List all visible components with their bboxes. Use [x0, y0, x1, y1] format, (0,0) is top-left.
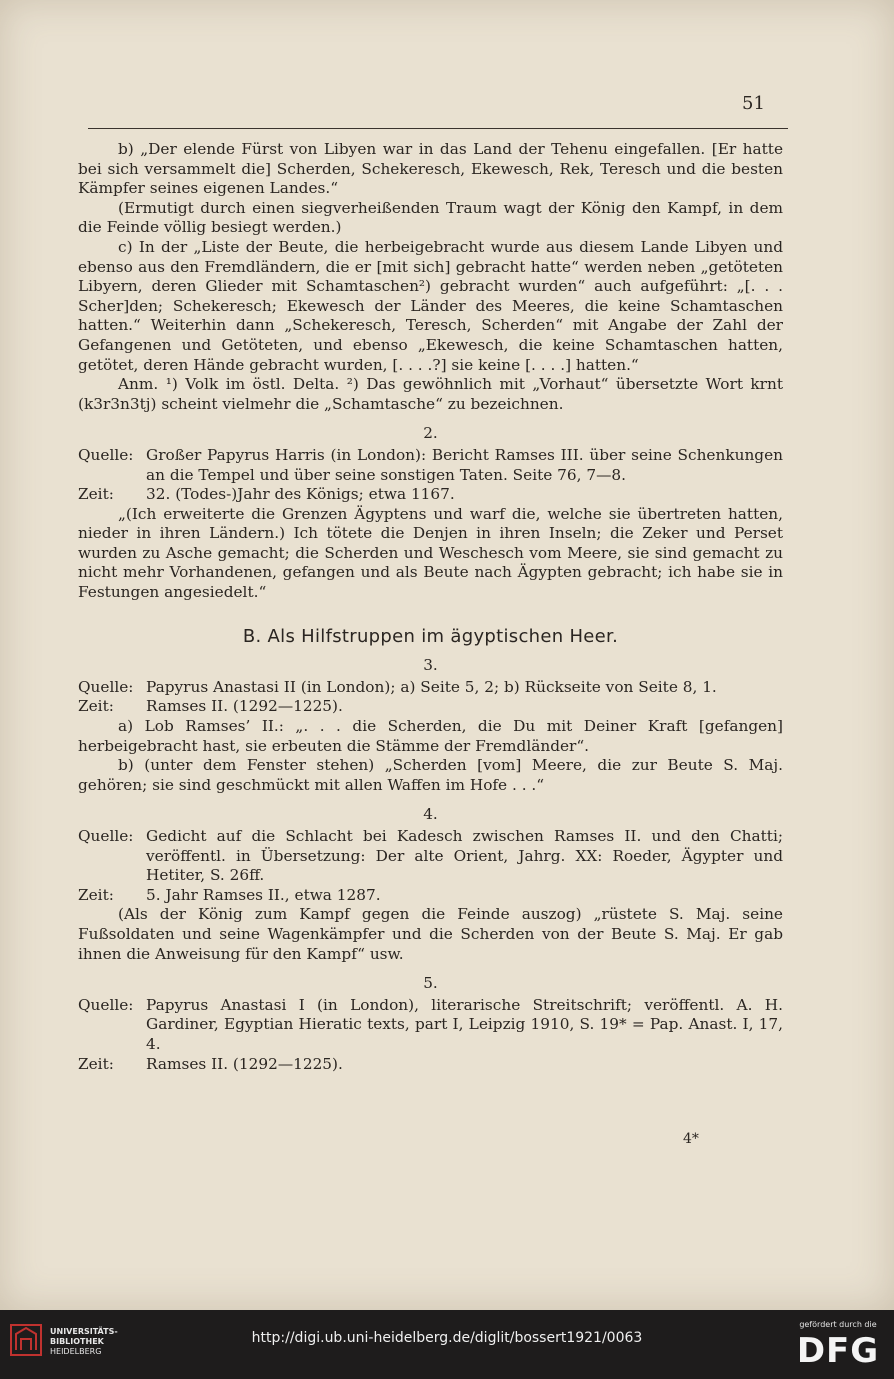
footnote-anm: Anm. ¹) Volk im östl. Delta. ²) Das gewöhnlich mit „Vorhaut“ übersetzte Wort krnt (k3r3n3tj) scheint vielmehr die „Schamtasche“ zu bezeichnen.: [78, 375, 783, 413]
page-number: 51: [742, 93, 765, 114]
source-value: Großer Papyrus Harris (in London): Bericht Ramses III. über seine Schenkungen an die Tempel und über seine sonstigen Taten. Seite 76, 7—8.: [146, 445, 783, 484]
header-rule: [88, 128, 788, 129]
library-name-line: UNIVERSITÄTS-: [50, 1327, 118, 1336]
section-number-5: 5.: [423, 974, 438, 993]
funder-block[interactable]: [790, 1320, 886, 1371]
time-label: Zeit:: [78, 697, 114, 716]
section-number-3: 3.: [423, 656, 438, 675]
funding-label: gefördert durch die: [799, 1320, 877, 1329]
section-heading-b: B. Als Hilfstruppen im ägyptischen Heer.: [242, 625, 619, 647]
source-row: [78, 678, 783, 698]
library-name-line: HEIDELBERG: [50, 1347, 102, 1356]
paragraph-ermutigt: (Ermutigt durch einen siegverheißenden Traum wagt der König den Kampf, in dem die Feinde völlig besiegt werden.): [78, 198, 783, 237]
source-row: [78, 446, 783, 485]
time-row: [78, 485, 783, 505]
source-value: Papyrus Anastasi I (in London), literarische Streitschrift; veröffentl. A. H. Gardiner, Egyptian Hieratic texts, part I, Leipzig 1910, S. 19* = Pap. Anast. I, 17, 4.: [146, 995, 783, 1053]
time-value: 32. (Todes-)Jahr des Königs; etwa 1167.: [146, 485, 455, 504]
section-4-text: (Als der König zum Kampf gegen die Feinde auszog) „rüstete S. Maj. seine Fußsoldaten und seine Wagenkämpfer und die Scherden von der Beute S. Maj. Er gab ihnen die Anweisung für den Kampf“ usw.: [78, 905, 783, 963]
time-value: Ramses II. (1292—1225).: [146, 1054, 343, 1073]
source-row: [78, 827, 783, 886]
source-row: [78, 996, 783, 1055]
time-row: [78, 697, 783, 717]
source-label: Quelle:: [78, 445, 134, 464]
source-label: Quelle:: [78, 827, 134, 845]
section-number-4: 4.: [423, 805, 438, 824]
time-value: 5. Jahr Ramses II., etwa 1287.: [146, 885, 381, 904]
section-3-text-a: a) Lob Ramses’ II.: „. . . die Scherden, die Du mit Deiner Kraft [gefangen] herbeigebracht hast, sie erbeuten die Stämme der Fremdländer“.: [78, 717, 783, 755]
source-label: Quelle:: [78, 995, 134, 1014]
paragraph-c: c) In der „Liste der Beute, die herbeigebracht wurde aus diesem Lande Libyen und ebenso aus den Fremdländern, die er [mit sich] gebracht hatte“ werden neben „getöteten Libyern, deren Glieder mit Schamtaschen²) gebracht wurden“ auch aufgeführt: „[. . . Scher]den; Schekeresch; Ekewesch der Länder des Meeres, die keine Schamtaschen hatten.“ Weiterhin dann „Schekeresch, Teresch, Scherden“ mit Angabe der Zahl der Gefangenen und Getöteten, und ebenso „Ekewesch, die keine Schamtaschen hatten, getötet, deren Hände gebracht wurden, [. . . .?] sie keine [. . . .] hatten.“: [78, 237, 783, 374]
dfg-logo-icon: DFG: [796, 1331, 880, 1371]
time-row: [78, 1055, 783, 1075]
time-label: Zeit:: [78, 485, 114, 504]
page-body: [78, 140, 783, 1074]
source-value: Papyrus Anastasi II (in London); a) Seite 5, 2; b) Rückseite von Seite 8, 1.: [146, 677, 717, 696]
paragraph-b: b) „Der elende Fürst von Libyen war in das Land der Tehenu eingefallen. [Er hatte bei sich versammelt die] Scherden, Schekeresch, Ekewesch, Rek, Teresch und die besten Kämpfer seines eigenen Landes.“: [78, 140, 783, 198]
time-row: [78, 886, 783, 906]
time-label: Zeit:: [78, 1054, 114, 1073]
signature-mark: 4*: [683, 1131, 699, 1147]
time-value: Ramses II. (1292—1225).: [146, 697, 343, 716]
source-value: Gedicht auf die Schlacht bei Kadesch zwischen Ramses II. und den Chatti; veröffentl. in Übersetzung: Der alte Orient, Jahrg. XX: Roeder, Ägypter und Hetiter, S. 26ff.: [146, 827, 783, 885]
section-number-2: 2.: [423, 424, 438, 443]
time-label: Zeit:: [78, 885, 114, 904]
permalink-url[interactable]: http://digi.ub.uni-heidelberg.de/diglit/bossert1921/0063: [251, 1330, 643, 1346]
source-label: Quelle:: [78, 677, 134, 696]
section-3-text-b: b) (unter dem Fenster stehen) „Scherden [vom] Meere, die zur Beute S. Maj. gehören; sie sind geschmückt mit allen Waffen im Hofe . . .“: [78, 756, 783, 794]
section-2-text: „(Ich erweiterte die Grenzen Ägyptens und warf die, welche sie übertreten hatten, nieder in ihren Ländern.) Ich tötete die Denjen in ihren Inseln; die Zeker und Perset wurden zu Asche gemacht; die Scherden und Weschesch vom Meere, sie sind gemacht zu nicht mehr Vorhandenen, gefangen und als Beute nach Ägypten gebracht; ich habe sie in Festungen angesiedelt.“: [78, 504, 783, 602]
library-name-line: BIBLIOTHEK: [50, 1337, 104, 1346]
